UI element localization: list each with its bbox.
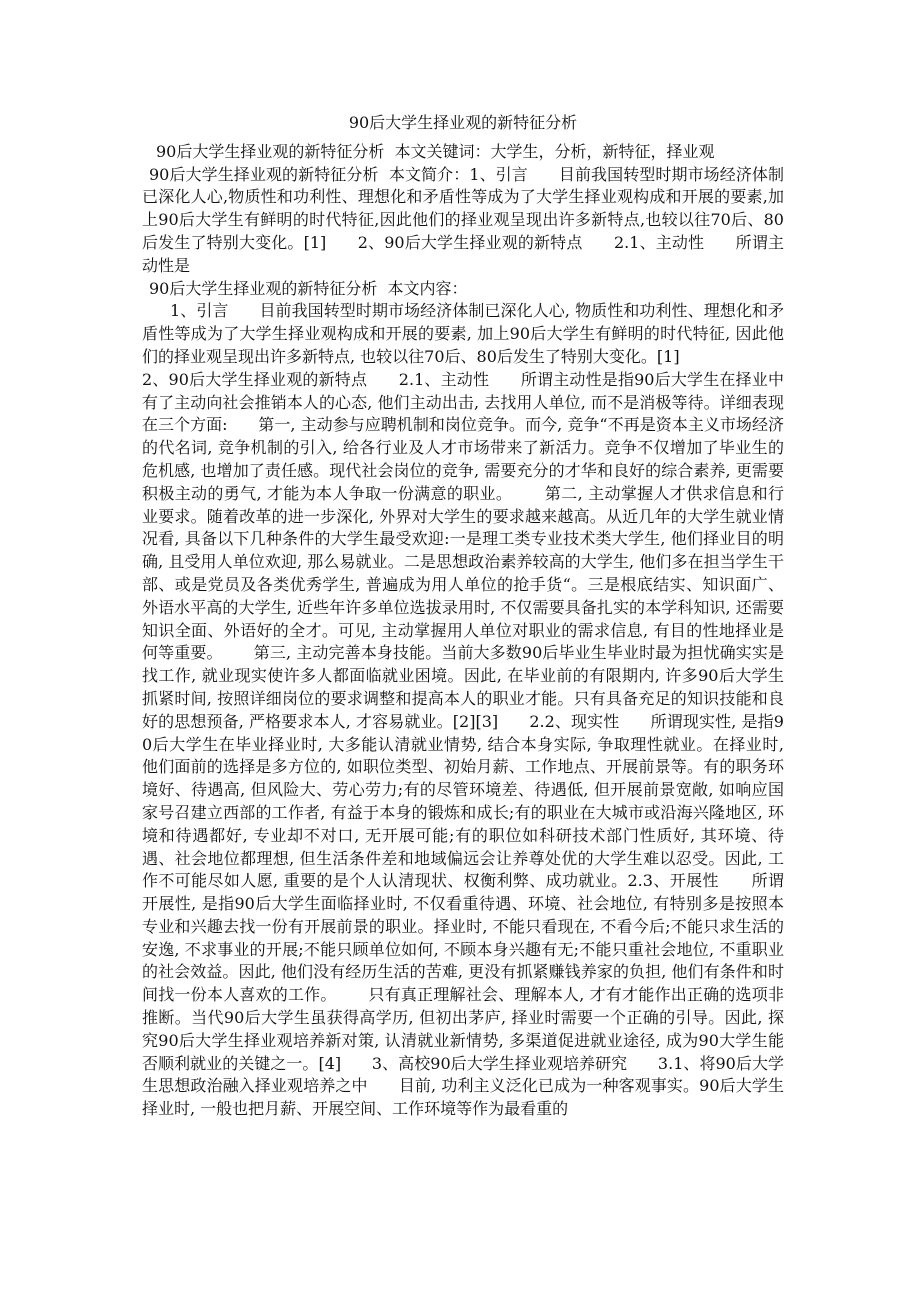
body-text: 1、引言 目前我国转型时期市场经济体制已深化人心, 物质性和功利性、理想化和矛盾性等成为了大学生择业观构成和开展的要素, 加上90后大学生有鲜明的时代特征, 因此他们的择业观呈现出许多新特点, 也较以往70后、80后发生了特别大变化。[1] 2、90后大学生择业观的新特点 2.1、主动性 所谓主动性是指90后大学生在择业中有了主动向社会推销本人的心态, 他们主动出击, 去找用人单位, 而不是消极等待。详细表现在三个方面: 第一, 主动参与应聘机制和岗位竞争。而今, 竞争“不再是资本主义市场经济的代名词, 竞争机制的引入, 给各行业及人才市场带来了新活力。竞争不仅增加了毕业生的危机感, 也增加了责任感。现代社会岗位的竞争, 需要充分的才华和良好的综合素养, 更需要积极主动的勇气, 才能为本人争取一份满意的职业。 第二, 主动掌握人才供求信息和行业要求。随着改革的进一步深化, 外界对大学生的要求越来越高。从近几年的大学生就业情况看, 具备以下几种条件的大学生最受欢迎:一是理工类专业技术类大学生, 他们择业目的明确, 且受用人单位欢迎, 那么易就业。二是思想政治素养较高的大学生, 他们多在担当学生干部、或是党员及各类优秀学生, 普遍成为用人单位的抢手货“。三是根底结实、知识面广、外语水平高的大学生, 近些年许多单位选拔录用时, 不仅需要具备扎实的本学科知识, 还需要知识全面、外语好的全才。可见, 主动掌握用人单位对职业的需求信息, 有目的性地择业是何等重要。 第三, 主动完善本身技能。当前大多数90后毕业生毕业时最为担忧确实实是找工作, 就业现实使许多人都面临就业困境。因此, 在毕业前的有限期内, 许多90后大学生抓紧时间, 按照详细岗位的要求调整和提高本人的职业才能。只有具备充足的知识技能和良好的思想预备, 严格要求本人, 才容易就业。[2][3] 2.2、现实性 所谓现实性, 是指90后大学生在毕业择业时, 大多能认清就业情势, 结合本身实际, 争取理性就业。在择业时, 他们面前的选择是多方位的, 如职位类型、初始月薪、工作地点、开展前景等。有的职务环境好、待遇高, 但风险大、劳心劳力;有的尽管环境差、待遇低, 但开展前景宽敞, 如响应国家号召建立西部的工作者, 有益于本身的锻炼和成长;有的职业在大城市或沿海兴隆地区, 环境和待遇都好, 专业却不对口, 无开展可能;有的职位如科研技术部门性质好, 其环境、待遇、社会地位都理想, 但生活条件差和地域偏远会让养尊处优的大学生难以忍受。因此, 工作不可能尽如人愿, 重要的是个人认清现状、权衡利弊、成功就业。2.3、开展性 所谓开展性, 是指90后大学生面临择业时, 不仅看重待遇、环境、社会地位, 有特别多是按照本专业和兴趣去找一份有开展前景的职业。择业时, 不能只看现在, 不看今后;不能只求生活的安逸, 不求事业的开展;不能只顾单位如何, 不顾本身兴趣有无;不能只重社会地位, 不重职业的社会效益。因此, 他们没有经历生活的苦难, 更没有抓紧赚钱养家的负担, 他们有条件和时间找一份本人喜欢的工作。 只有真正理解社会、理解本人, 才有才能作出正确的选项非推断。当代90后大学生虽获得高学历, 但初出茅庐, 择业时需要一个正确的引导。因此, 探究90后大学生择业观培养新对策, 认清就业新情势, 多渠道促进就业途径, 成为90大学生能否顺利就业的关键之一。[4] 3、高校90后大学生择业观培养研究 3.1、将90后大学生思想政治融入择业观培养之中 目前, 功利主义泛化已成为一种客观事实。90后大学生择业时, 一般也把月薪、开展空间、工作环境等作为最看重的 xyxy=(142,301,784,1119)
document-title: 90后大学生择业观的新特征分析 xyxy=(348,113,578,132)
keywords-line: 90后大学生择业观的新特征分析 本文关键词：大学生，分析，新特征，择业观 xyxy=(156,141,715,161)
document-page xyxy=(142,112,784,1121)
intro-paragraph: 90后大学生择业观的新特征分析 本文简介：1、引言 目前我国转型时期市场经济体制已深化人心,物质性和功利性、理想化和矛盾性等成为了大学生择业观构成和开展的要素,加上90后大学生有鲜明的时代特征,因此他们的择业观呈现出许多新特点,也较以往70后、80后发生了特别大变化。[1] 2、90后大学生择业观的新特点 2.1、主动性 所谓主动性是 xyxy=(142,164,784,275)
content-label: 90后大学生择业观的新特征分析 本文内容： xyxy=(149,278,468,298)
